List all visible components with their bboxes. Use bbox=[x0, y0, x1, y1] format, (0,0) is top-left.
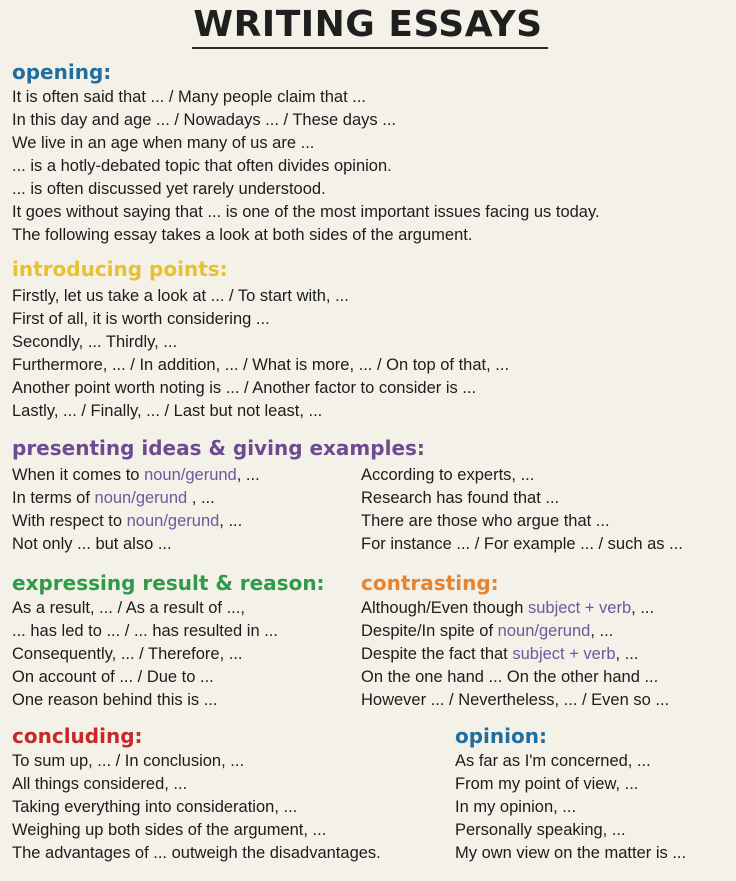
list-opening bbox=[12, 86, 600, 247]
phrase-text: , ... bbox=[219, 512, 243, 530]
list-item: For instance ... / For example ... / such as ... bbox=[361, 535, 683, 553]
list-item: The following essay takes a look at both sides of the argument. bbox=[12, 226, 473, 244]
list-item: On account of ... / Due to ... bbox=[12, 668, 214, 686]
heading-contrasting: contrasting: bbox=[361, 571, 499, 595]
phrase-text: , ... bbox=[236, 466, 260, 484]
heading-result-reason: expressing result & reason: bbox=[12, 571, 325, 595]
list-item bbox=[12, 533, 260, 556]
phrase-text: In terms of bbox=[12, 489, 95, 507]
list-concluding bbox=[12, 750, 381, 865]
grammar-note: noun/gerund bbox=[497, 622, 591, 640]
grammar-note: subject + verb bbox=[527, 599, 632, 617]
phrase-text: When it comes to bbox=[12, 466, 145, 484]
heading-opening: opening: bbox=[12, 60, 112, 84]
phrase-text: Not only ... but also ... bbox=[12, 535, 172, 553]
list-presenting-ideas-right bbox=[361, 464, 683, 556]
page-title: WRITING ESSAYS bbox=[193, 4, 543, 45]
list-item bbox=[361, 620, 669, 643]
list-item: Secondly, ... Thirdly, ... bbox=[12, 333, 178, 351]
list-result-reason bbox=[12, 597, 278, 712]
list-introducing-points bbox=[12, 285, 509, 423]
grammar-note: subject + verb bbox=[512, 645, 616, 663]
list-item: ... is often discussed yet rarely understood. bbox=[12, 180, 326, 198]
list-item: To sum up, ... / In conclusion, ... bbox=[12, 752, 245, 770]
list-item: Weighing up both sides of the argument, ... bbox=[12, 821, 327, 839]
phrase-text: On the one hand ... On the other hand ... bbox=[361, 668, 659, 686]
list-item: In this day and age ... / Nowadays ... / These days ... bbox=[12, 111, 396, 129]
list-item: Consequently, ... / Therefore, ... bbox=[12, 645, 243, 663]
list-item: Another point worth noting is ... / Another factor to consider is ... bbox=[12, 379, 477, 397]
list-presenting-ideas-left bbox=[12, 464, 260, 556]
list-item bbox=[361, 643, 669, 666]
list-item: As a result, ... / As a result of ..., bbox=[12, 599, 245, 617]
grammar-note: noun/gerund bbox=[144, 466, 237, 484]
list-item: Furthermore, ... / In addition, ... / What is more, ... / On top of that, ... bbox=[12, 356, 510, 374]
phrase-text: However ... / Nevertheless, ... / Even so ... bbox=[361, 691, 670, 709]
list-item: As far as I'm concerned, ... bbox=[455, 752, 651, 770]
list-item: Research has found that ... bbox=[361, 489, 560, 507]
list-item: There are those who argue that ... bbox=[361, 512, 610, 530]
phrase-text: , ... bbox=[631, 599, 655, 617]
list-item: My own view on the matter is ... bbox=[455, 844, 687, 862]
list-item: Taking everything into consideration, ... bbox=[12, 798, 298, 816]
list-item bbox=[12, 464, 260, 487]
list-item: It goes without saying that ... is one of the most important issues facing us today. bbox=[12, 203, 600, 221]
list-item: From my point of view, ... bbox=[455, 775, 639, 793]
list-item bbox=[12, 487, 260, 510]
phrase-text: Although/Even though bbox=[361, 599, 528, 617]
list-item: The advantages of ... outweigh the disadvantages. bbox=[12, 844, 381, 862]
list-item bbox=[361, 666, 669, 689]
heading-concluding: concluding: bbox=[12, 724, 143, 748]
list-item: ... has led to ... / ... has resulted in ... bbox=[12, 622, 278, 640]
list-item: First of all, it is worth considering ... bbox=[12, 310, 270, 328]
list-item: Lastly, ... / Finally, ... / Last but not least, ... bbox=[12, 402, 323, 420]
title-underline bbox=[192, 47, 548, 49]
phrase-text: Despite the fact that bbox=[361, 645, 513, 663]
list-item: Firstly, let us take a look at ... / To start with, ... bbox=[12, 287, 349, 305]
phrase-text: With respect to bbox=[12, 512, 127, 530]
list-contrasting bbox=[361, 597, 669, 712]
heading-introducing-points: introducing points: bbox=[12, 257, 228, 281]
phrase-text: , ... bbox=[187, 489, 215, 507]
list-item: It is often said that ... / Many people claim that ... bbox=[12, 88, 367, 106]
list-item bbox=[361, 689, 669, 712]
heading-presenting-ideas: presenting ideas & giving examples: bbox=[12, 436, 425, 460]
phrase-text: , ... bbox=[590, 622, 614, 640]
list-item bbox=[12, 510, 260, 533]
list-item: We live in an age when many of us are ... bbox=[12, 134, 315, 152]
list-item: One reason behind this is ... bbox=[12, 691, 218, 709]
list-opinion bbox=[455, 750, 686, 865]
list-item bbox=[361, 597, 669, 620]
heading-opinion: opinion: bbox=[455, 724, 547, 748]
list-item: Personally speaking, ... bbox=[455, 821, 626, 839]
phrase-text: , ... bbox=[615, 645, 639, 663]
list-item: All things considered, ... bbox=[12, 775, 188, 793]
list-item: In my opinion, ... bbox=[455, 798, 577, 816]
phrase-text: Despite/In spite of bbox=[361, 622, 498, 640]
grammar-note: noun/gerund bbox=[94, 489, 188, 507]
list-item: According to experts, ... bbox=[361, 466, 535, 484]
grammar-note: noun/gerund bbox=[126, 512, 220, 530]
list-item: ... is a hotly-debated topic that often divides opinion. bbox=[12, 157, 392, 175]
